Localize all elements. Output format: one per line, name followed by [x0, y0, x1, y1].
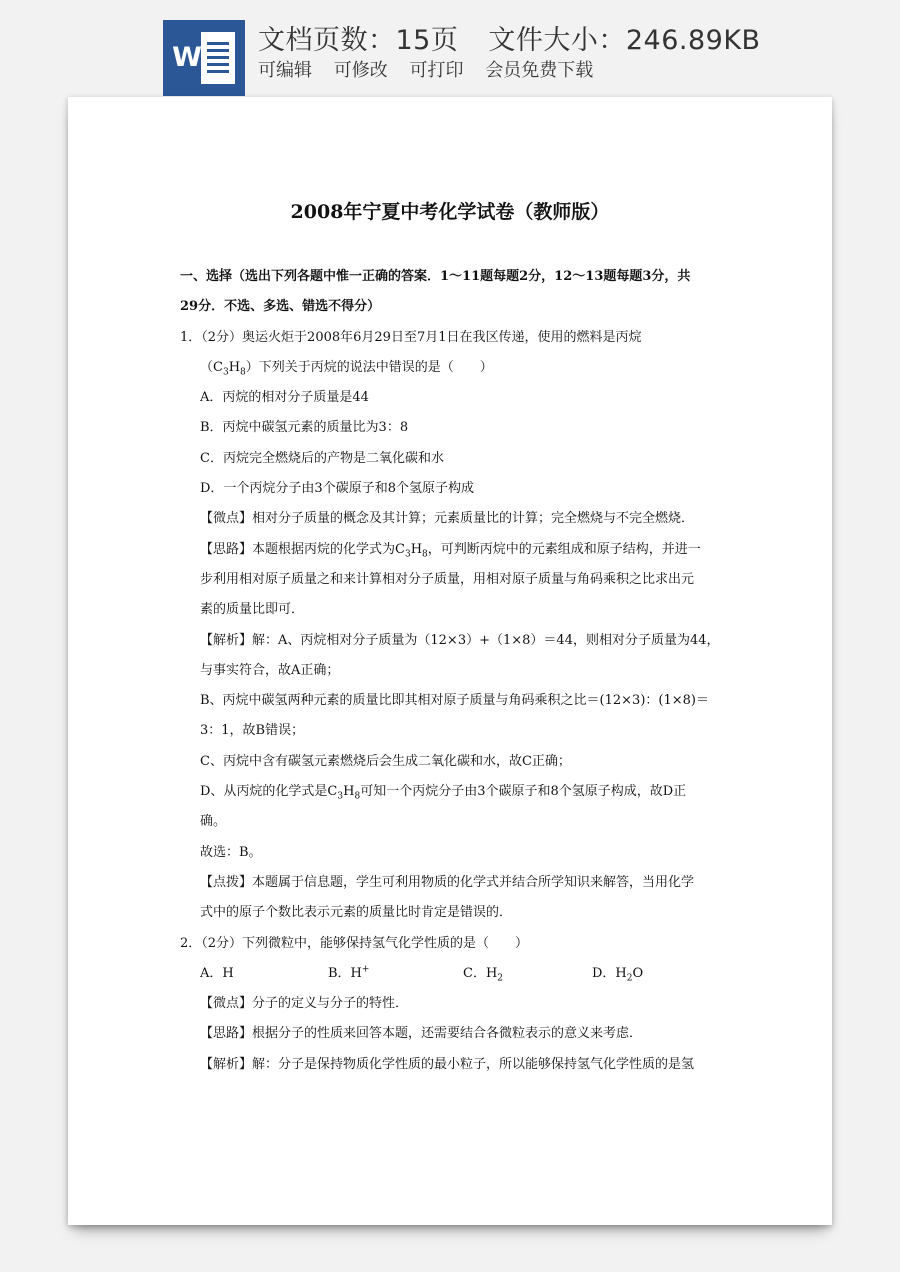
feature-editable: 可编辑 [258, 60, 312, 81]
q1-analysis-line-7: 确。 [200, 814, 227, 830]
file-size-text: 文件大小：246.89KB [488, 25, 761, 56]
q1-analysis-line-1: 【解析】解：A、丙烷相对分子质量为（12×3）+（1×8）＝44，则相对分子质量为44， [200, 632, 720, 648]
download-banner [0, 0, 900, 100]
question-1-stem-cont: $(C_3H_8)$下列关于丙烷的说法中错误的是（ ） [200, 359, 493, 378]
q1-analysis-line-6: D、从丙烷的化学式是$C_3H_8$可知一个丙烷分子由3个碳原子和8个氢原子构成，故D正 [200, 784, 687, 802]
q2-options-row [180, 959, 720, 989]
q1-approach-line-2: 步利用相对原子质量之和来计算相对分子质量，用相对原子质量与角码乘积之比求出元 [200, 571, 695, 587]
q1-option-c: C．丙烷完全燃烧后的产物是二氧化碳和水 [200, 450, 444, 466]
q1-approach-line-3: 素的质量比即可． [200, 602, 305, 618]
word-doc-icon [163, 20, 245, 96]
q2-approach: 【思路】根据分子的性质来回答本题，还需要结合各微粒表示的意义来考虑． [200, 1026, 643, 1042]
q2-option-d: D．$H_2O$ [592, 965, 644, 984]
q1-tip-line-1: 【点拨】本题属于信息题，学生可利用物质的化学式并结合所学知识来解答，当用化学 [200, 874, 695, 890]
section-heading-line-1: 一、选择（选出下列各题中惟一正确的答案．1～11题每题2分，12～13题每题3分，共 [180, 269, 691, 284]
feature-printable: 可打印 [409, 60, 464, 81]
q2-option-c: C．$H_2$ [463, 965, 504, 984]
q1-analysis-line-3: B、丙烷中碳氢两种元素的质量比即其相对原子质量与角码乘积之比＝(12×3)：(1×8)＝ [200, 693, 709, 709]
q1-analysis-line-4: 3：1，故B错误； [200, 723, 305, 739]
q2-option-b: B．H+ [328, 964, 370, 981]
banner-feature-list [258, 56, 593, 82]
q1-option-a: A．丙烷的相对分子质量是44 [200, 390, 369, 406]
q2-analysis-line-1: 【解析】解：分子是保持物质化学性质的最小粒子，所以能够保持氢气化学性质的是氢 [200, 1056, 695, 1072]
word-doc-page-shape [201, 32, 235, 84]
question-1-stem: 1．（2分）奥运火炬于2008年6月29日至7月1日在我区传递，使用的燃料是丙烷 [180, 329, 642, 345]
q2-option-a: A．H [200, 965, 234, 981]
q1-option-b: B．丙烷中碳氢元素的质量比为3：8 [200, 420, 409, 436]
feature-free-download: 会员免费下载 [485, 60, 594, 81]
q1-analysis-line-2: 与事实符合，故A正确； [200, 662, 340, 678]
section-heading-line-2: 29分．不选、多选、错选不得分） [180, 299, 381, 315]
page-count-text: 文档页数：15页 [258, 25, 459, 56]
banner-file-info [258, 18, 761, 57]
q1-approach-line-1: 【思路】本题根据丙烷的化学式为$C_3H_8$，可判断丙烷中的元素组成和原子结构，并进一 [200, 541, 701, 560]
feature-modifiable: 可修改 [333, 60, 388, 81]
q1-analysis-line-5: C、丙烷中含有碳氢元素燃烧后会生成二氧化碳和水，故C正确； [200, 753, 571, 769]
question-2-stem: 2．（2分）下列微粒中，能够保持氢气化学性质的是（ ） [180, 935, 529, 951]
word-letter-w: W [172, 42, 202, 73]
document-title: 2008年宁夏中考化学试卷（教师版） [290, 201, 610, 223]
document-body [180, 262, 720, 1080]
q1-knowledge-point: 【微点】相对分子质量的概念及其计算；元素质量比的计算；完全燃烧与不完全燃烧． [200, 511, 695, 527]
q1-answer: 故选：B。 [200, 844, 262, 860]
q1-option-d: D．一个丙烷分子由3个碳原子和8个氢原子构成 [200, 481, 474, 497]
document-page [68, 97, 832, 1225]
q2-knowledge-point: 【微点】分子的定义与分子的特性． [200, 996, 409, 1012]
q1-tip-line-2: 式中的原子个数比表示元素的质量比时肯定是错误的． [200, 905, 513, 921]
